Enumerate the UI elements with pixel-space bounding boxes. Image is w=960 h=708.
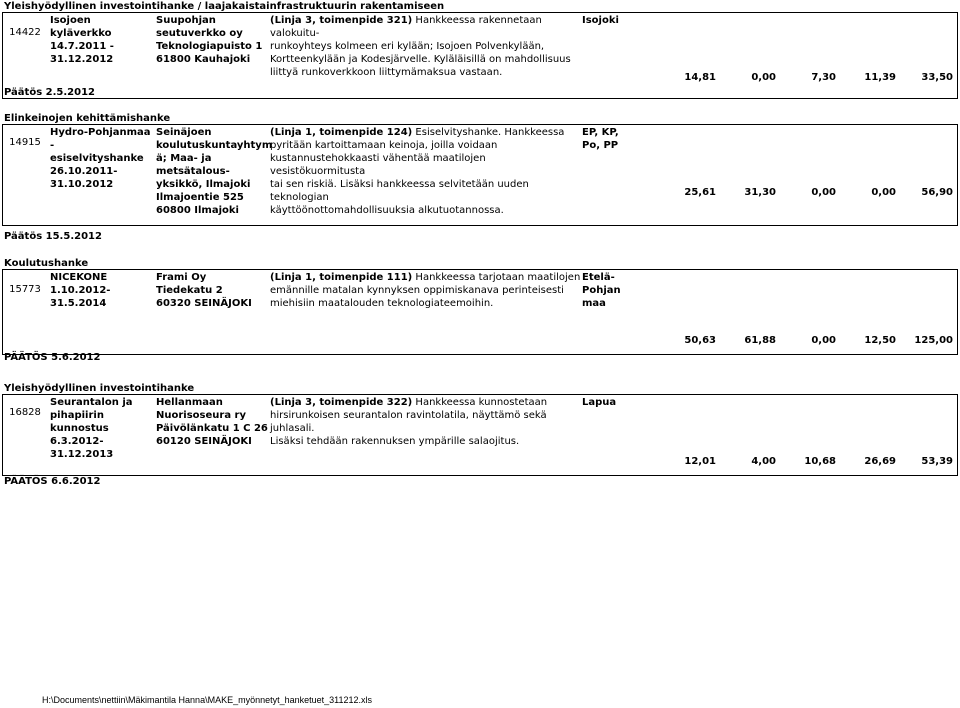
project-description [270, 271, 582, 310]
project-name-dates: Seurantalon ja pihapiirin kunnostus 6.3.2012- 31.12.2013 [50, 397, 133, 460]
figure-2: 31,30 [744, 187, 776, 198]
figure-4: 11,39 [864, 72, 896, 83]
figure-3: 0,00 [811, 335, 836, 346]
section-category: Elinkeinojen kehittämishanke [4, 113, 171, 124]
figure-5: 53,39 [921, 456, 953, 467]
figure-1: 14,81 [684, 72, 716, 83]
project-area: Lapua [582, 397, 617, 408]
figure-2: 61,88 [744, 335, 776, 346]
decision-date: PÄÄTÖS 5.6.2012 [4, 352, 101, 363]
description-text: Hankkeessa rakennetaan valokuitu- runkoyhteys kolmeen eri kylään; Isojoen Polvenkylään, Kortteenkylään ja Kodesjärvelle. Kyläläisillä on mahdollisuus liittyä runkoverkkoon liittymämaksua vastaan. [270, 15, 571, 78]
decision-date: Päätös 2.5.2012 [4, 87, 95, 98]
description-text: Esiselvityshanke. Hankkeessa pyritään kartoittamaan keinoja, joilla voidaan kustannustehokkaasti vähentää maatilojen vesistökuormitusta tai sen riskiä. Lisäksi hankkeessa selvitetään uuden teknologian käyttöönottomahdollisuuksia alkutuotannossa. [270, 127, 565, 216]
applicant-address: Seinäjoen koulutuskuntayhtym ä; Maa- ja metsätalous- yksikkö, Ilmajoki Ilmajoentie 525 60800 Ilmajoki [156, 127, 273, 216]
figure-2: 0,00 [751, 72, 776, 83]
project-name-dates: Isojoen kyläverkko 14.7.2011 - 31.12.2012 [50, 15, 114, 65]
figure-3: 7,30 [811, 72, 836, 83]
figure-3: 10,68 [804, 456, 836, 467]
applicant-address: Frami Oy Tiedekatu 2 60320 SEINÄJOKI [156, 272, 252, 309]
figure-3: 0,00 [811, 187, 836, 198]
section-category: Yleishyödyllinen investointihanke / laajakaistainfrastruktuurin rakentamiseen [4, 1, 445, 12]
project-description [270, 14, 582, 79]
description-text: Hankkeessa kunnostetaan hirsirunkoisen seurantalon ravintolatila, näyttämö sekä juhlasali. Lisäksi tehdään rakennuksen ympärille salaojitus. [270, 397, 548, 447]
section-category: Koulutushanke [4, 258, 89, 269]
project-id: 14422 [9, 27, 41, 38]
description-bold: (Linja 1, toimenpide 124) [270, 127, 413, 138]
decision-date: Päätös 15.5.2012 [4, 231, 102, 242]
figure-4: 26,69 [864, 456, 896, 467]
figure-2: 4,00 [751, 456, 776, 467]
decision-date: PÄÄTÖS 6.6.2012 [4, 476, 101, 487]
figure-4: 0,00 [871, 187, 896, 198]
figure-4: 12,50 [864, 335, 896, 346]
description-text: Hankkeessa tarjotaan maatilojen emännille matalan kynnyksen oppimiskanava perinteisesti miehisiin maatalouden teknologiateemoihin. [270, 272, 581, 309]
description-bold: (Linja 3, toimenpide 321) [270, 15, 413, 26]
figure-5: 56,90 [921, 187, 953, 198]
project-area: Etelä- Pohjan maa [582, 272, 621, 309]
section-category: Yleishyödyllinen investointihanke [4, 383, 195, 394]
figure-5: 125,00 [914, 335, 953, 346]
project-name-dates: Hydro-Pohjanmaa - esiselvityshanke 26.10.2011- 31.10.2012 [50, 127, 151, 190]
figure-1: 50,63 [684, 335, 716, 346]
project-description [270, 396, 582, 448]
project-id: 14915 [9, 137, 41, 148]
figure-5: 33,50 [921, 72, 953, 83]
applicant-address: Hellanmaan Nuorisoseura ry Päivölänkatu 1 C 26 60120 SEINÄJOKI [156, 397, 268, 447]
description-bold: (Linja 3, toimenpide 322) [270, 397, 413, 408]
figure-1: 12,01 [684, 456, 716, 467]
description-bold: (Linja 1, toimenpide 111) [270, 272, 413, 283]
project-name-dates: NICEKONE 1.10.2012- 31.5.2014 [50, 272, 111, 309]
project-id: 16828 [9, 407, 41, 418]
project-description [270, 126, 582, 217]
project-id: 15773 [9, 284, 41, 295]
file-path-footer: H:\Documents\nettiin\Mäkimantila Hanna\MAKE_myönnetyt_hanketuet_311212.xls [42, 695, 373, 705]
applicant-address: Suupohjan seutuverkko oy Teknologiapuisto 1 61800 Kauhajoki [156, 15, 263, 65]
figure-1: 25,61 [684, 187, 716, 198]
project-area: Isojoki [582, 15, 619, 26]
project-area: EP, KP, Po, PP [582, 127, 619, 151]
